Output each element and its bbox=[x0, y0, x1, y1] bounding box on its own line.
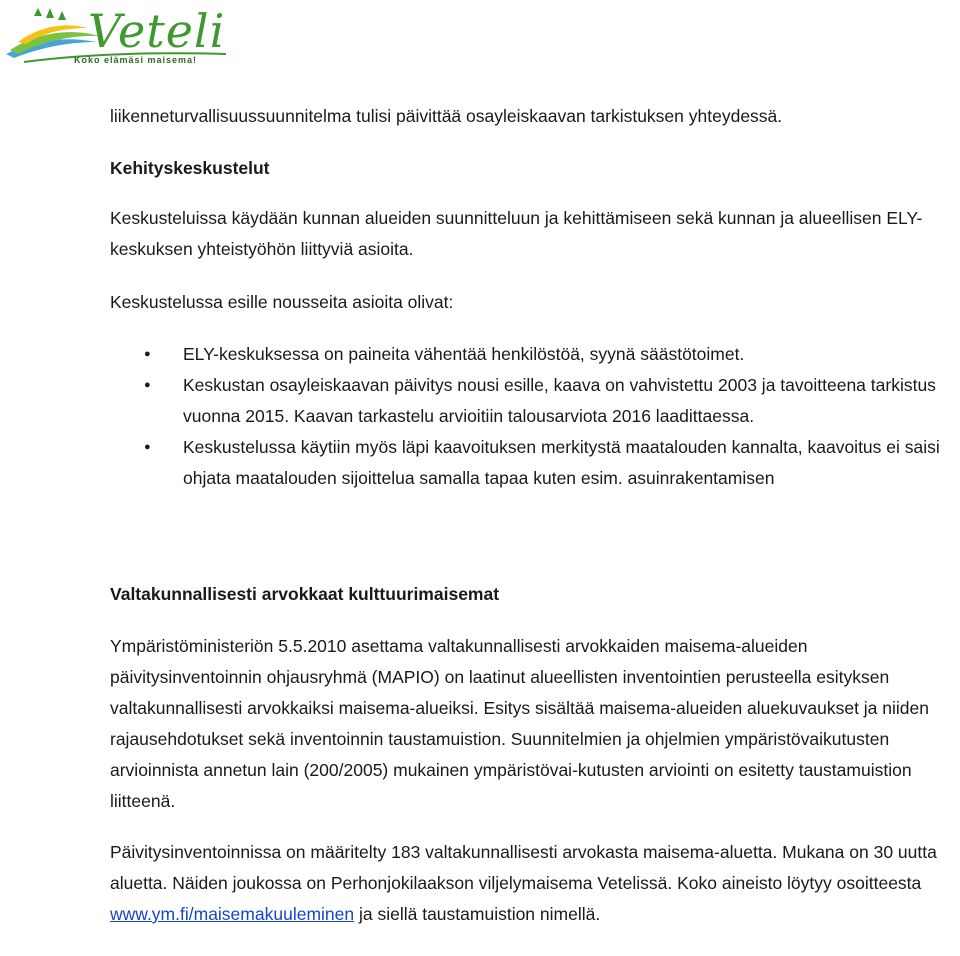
paragraph-keskusteluissa: Keskusteluissa käydään kunnan alueiden suunnitteluun ja kehittämiseen sekä kunnan ja alueellisen ELY-keskuksen yhteistyöhön liittyviä asioita. bbox=[110, 208, 923, 259]
maisemakuuleminen-link[interactable]: www.ym.fi/maisemakuuleminen bbox=[110, 904, 355, 924]
paragraph-text: Päivitysinventoinnissa on määritelty 183 valtakunnallisesti arvokasta maisema-aluetta. Mukana on 30 uutta aluetta. Näiden joukossa on Perhonjokilaakson viljelymaisema Vetelissä. Koko aineisto löytyy osoitteesta bbox=[110, 842, 937, 893]
logo-tagline: Koko elämäsi maisema! bbox=[74, 55, 198, 65]
bullet-list bbox=[110, 339, 940, 494]
heading-kulttuurimaisemat: Valtakunnallisesti arvokkaat kulttuurimaisemat bbox=[110, 584, 500, 604]
logo-wordmark: Veteli bbox=[88, 4, 226, 58]
list-item: ● ELY-keskuksessa on paineita vähentää henkilöstöä, syynä säästötoimet. bbox=[110, 339, 940, 370]
intro-paragraph: liikenneturvallisuussuunnitelma tulisi päivittää osayleiskaavan tarkistuksen yhteydessä. bbox=[110, 106, 783, 126]
paragraph-paivitysinventoinnissa bbox=[110, 837, 940, 930]
list-item: ● Keskustan osayleiskaavan päivitys nousi esille, kaava on vahvistettu 2003 ja tavoitteena tarkistus vuonna 2015. Kaavan tarkastelu arvioitiin talousarviota 2016 laadittaessa. bbox=[110, 370, 940, 432]
paragraph-ymparistoministerion: Ympäristöministeriön 5.5.2010 asettama valtakunnallisesti arvokkaiden maisema-alueiden päivitysinventoinnin ohjausryhmä (MAPIO) on laatinut alueellisten inventointien perusteella esityksen valtakunnallisesti arvokkaiksi maisema-alueiksi. Esitys sisältää maisema-alueiden aluekuvaukset ja niiden rajausehdotukset sekä inventoinnin taustamuistion. Suunnitelmien ja ohjelmien ympäristövaikutusten arvioinnista annetun lain (200/2005) mukainen ympäristövai-kutusten arviointi on esitetty taustamuistion liitteenä. bbox=[110, 636, 929, 811]
paragraph-keskustelussa: Keskustelussa esille nousseita asioita olivat: bbox=[110, 292, 454, 312]
veteli-logo bbox=[4, 2, 230, 72]
list-item: ● Keskustelussa käytiin myös läpi kaavoituksen merkitystä maatalouden kannalta, kaavoitus ei saisi ohjata maatalouden sijoittelua samalla tapaa kuten esim. asuinrakentamisen bbox=[110, 432, 940, 494]
heading-kehityskeskustelut: Kehityskeskustelut bbox=[110, 158, 270, 178]
paragraph-text-end: ja siellä taustamuistion nimellä. bbox=[358, 904, 601, 924]
